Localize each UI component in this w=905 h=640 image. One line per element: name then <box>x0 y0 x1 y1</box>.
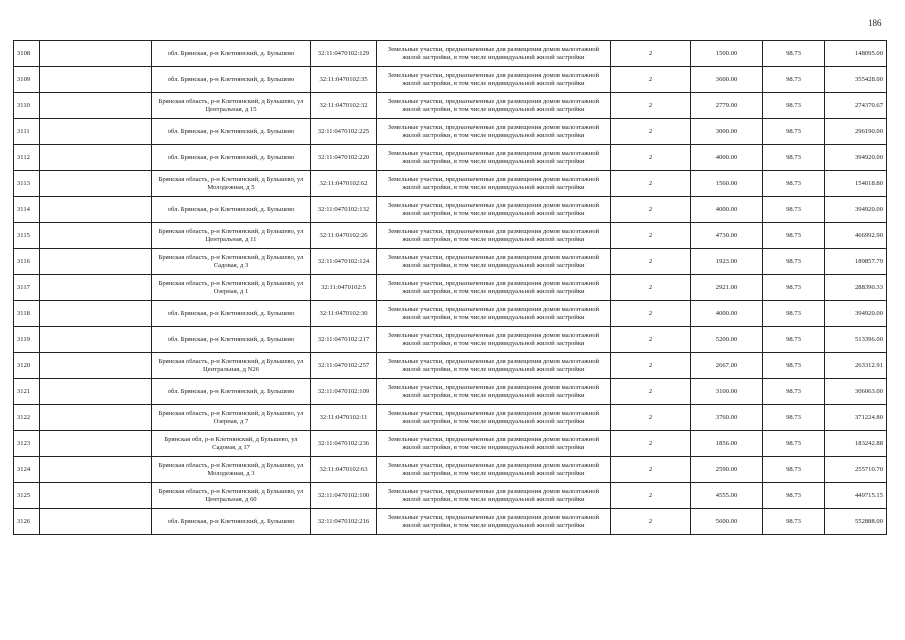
area-cell: 4730.00 <box>691 223 763 249</box>
cadastral-number-cell: 32:11:0470102:30 <box>311 301 377 327</box>
cadastral-value-cell: 513396.00 <box>825 327 887 353</box>
specific-value-cell: 98.73 <box>763 509 825 535</box>
row-number-cell: 3110 <box>14 93 40 119</box>
row-number-cell: 3125 <box>14 483 40 509</box>
category-cell: 2 <box>611 171 691 197</box>
row-number-cell: 3118 <box>14 301 40 327</box>
specific-value-cell: 98.73 <box>763 327 825 353</box>
specific-value-cell: 98.73 <box>763 379 825 405</box>
cadastral-value-cell: 296190.00 <box>825 119 887 145</box>
cadastral-value-cell: 394920.00 <box>825 197 887 223</box>
table-row <box>14 275 887 301</box>
table-row <box>14 197 887 223</box>
row-number-cell: 3123 <box>14 431 40 457</box>
address-cell: обл. Брянская, р-н Клетнянский, д. Бульшево <box>152 379 311 405</box>
land-use-cell: Земельные участки, предназначенные для размещения домов малоэтажной жилой застройки, в том числе индивидуальной жилой застройки <box>377 197 611 223</box>
address-cell: Брянская область, р-н Клетнянский, д Бульшево, ул Молодежная, д 5 <box>152 171 311 197</box>
address-cell: Брянская область, р-н Клетнянский, д Бульшево, ул Центральная, д 15 <box>152 93 311 119</box>
table-body <box>14 41 887 535</box>
land-use-cell: Земельные участки, предназначенные для размещения домов малоэтажной жилой застройки, в том числе индивидуальной жилой застройки <box>377 41 611 67</box>
empty-cell <box>40 197 152 223</box>
address-cell: Брянская область, р-н Клетнянский, д Бульшево, ул Садовая, д 3 <box>152 249 311 275</box>
cadastral-value-cell: 148095.00 <box>825 41 887 67</box>
area-cell: 2590.00 <box>691 457 763 483</box>
table-row <box>14 223 887 249</box>
category-cell: 2 <box>611 223 691 249</box>
land-use-cell: Земельные участки, предназначенные для размещения домов малоэтажной жилой застройки, в том числе индивидуальной жилой застройки <box>377 223 611 249</box>
area-cell: 5200.00 <box>691 327 763 353</box>
area-cell: 3100.00 <box>691 379 763 405</box>
category-cell: 2 <box>611 483 691 509</box>
cadastral-number-cell: 32:11:0470102:63 <box>311 457 377 483</box>
cadastral-value-cell: 394920.00 <box>825 145 887 171</box>
area-cell: 3600.00 <box>691 67 763 93</box>
area-cell: 3000.00 <box>691 119 763 145</box>
cadastral-value-cell: 255710.70 <box>825 457 887 483</box>
row-number-cell: 3113 <box>14 171 40 197</box>
table-row <box>14 405 887 431</box>
empty-cell <box>40 405 152 431</box>
specific-value-cell: 98.73 <box>763 41 825 67</box>
empty-cell <box>40 431 152 457</box>
row-number-cell: 3112 <box>14 145 40 171</box>
cadastral-value-cell: 449715.15 <box>825 483 887 509</box>
cadastral-value-cell: 394920.00 <box>825 301 887 327</box>
category-cell: 2 <box>611 379 691 405</box>
category-cell: 2 <box>611 93 691 119</box>
address-cell: Брянская область, р-н Клетнянский, д Бульшево, ул Молодежная, д 3 <box>152 457 311 483</box>
area-cell: 1856.00 <box>691 431 763 457</box>
land-use-cell: Земельные участки, предназначенные для размещения домов малоэтажной жилой застройки, в том числе индивидуальной жилой застройки <box>377 431 611 457</box>
address-cell: Брянская область, р-н Клетнянский, д Бульшево, ул Озерная, д 1 <box>152 275 311 301</box>
cadastral-value-cell: 355428.00 <box>825 67 887 93</box>
address-cell: обл. Брянская, р-н Клетнянский, д. Бульшево <box>152 327 311 353</box>
category-cell: 2 <box>611 145 691 171</box>
row-number-cell: 3121 <box>14 379 40 405</box>
row-number-cell: 3114 <box>14 197 40 223</box>
table-row <box>14 93 887 119</box>
empty-cell <box>40 67 152 93</box>
land-use-cell: Земельные участки, предназначенные для размещения домов малоэтажной жилой застройки, в том числе индивидуальной жилой застройки <box>377 405 611 431</box>
cadastral-number-cell: 32:11:0470102:236 <box>311 431 377 457</box>
table-row <box>14 379 887 405</box>
land-use-cell: Земельные участки, предназначенные для размещения домов малоэтажной жилой застройки, в том числе индивидуальной жилой застройки <box>377 483 611 509</box>
address-cell: Брянская область, р-н Клетнянский, д Бульшево, ул Центральная, д 11 <box>152 223 311 249</box>
row-number-cell: 3120 <box>14 353 40 379</box>
row-number-cell: 3122 <box>14 405 40 431</box>
empty-cell <box>40 353 152 379</box>
table-row <box>14 327 887 353</box>
category-cell: 2 <box>611 431 691 457</box>
table-row <box>14 119 887 145</box>
page-number: 186 <box>868 18 882 28</box>
land-use-cell: Земельные участки, предназначенные для размещения домов малоэтажной жилой застройки, в том числе индивидуальной жилой застройки <box>377 171 611 197</box>
cadastral-number-cell: 32:11:0470102:220 <box>311 145 377 171</box>
land-use-cell: Земельные участки, предназначенные для размещения домов малоэтажной жилой застройки, в том числе индивидуальной жилой застройки <box>377 119 611 145</box>
row-number-cell: 3109 <box>14 67 40 93</box>
area-cell: 2921.00 <box>691 275 763 301</box>
table-row <box>14 67 887 93</box>
cadastral-number-cell: 32:11:0470102:35 <box>311 67 377 93</box>
empty-cell <box>40 327 152 353</box>
specific-value-cell: 98.73 <box>763 249 825 275</box>
table-row <box>14 483 887 509</box>
category-cell: 2 <box>611 405 691 431</box>
empty-cell <box>40 41 152 67</box>
table-row <box>14 145 887 171</box>
land-use-cell: Земельные участки, предназначенные для размещения домов малоэтажной жилой застройки, в том числе индивидуальной жилой застройки <box>377 145 611 171</box>
area-cell: 5600.00 <box>691 509 763 535</box>
cadastral-value-cell: 466992.90 <box>825 223 887 249</box>
area-cell: 1500.00 <box>691 41 763 67</box>
category-cell: 2 <box>611 249 691 275</box>
specific-value-cell: 98.73 <box>763 353 825 379</box>
empty-cell <box>40 457 152 483</box>
empty-cell <box>40 119 152 145</box>
address-cell: обл. Брянская, р-н Клетнянский, д. Бульшево <box>152 301 311 327</box>
specific-value-cell: 98.73 <box>763 197 825 223</box>
empty-cell <box>40 483 152 509</box>
category-cell: 2 <box>611 301 691 327</box>
land-use-cell: Земельные участки, предназначенные для размещения домов малоэтажной жилой застройки, в том числе индивидуальной жилой застройки <box>377 301 611 327</box>
cadastral-value-cell: 288390.33 <box>825 275 887 301</box>
cadastral-number-cell: 32:11:0470102:32 <box>311 93 377 119</box>
area-cell: 2779.00 <box>691 93 763 119</box>
cadastral-value-cell: 274370.67 <box>825 93 887 119</box>
row-number-cell: 3108 <box>14 41 40 67</box>
cadastral-value-table <box>13 40 887 535</box>
specific-value-cell: 98.73 <box>763 93 825 119</box>
cadastral-value-cell: 306063.00 <box>825 379 887 405</box>
category-cell: 2 <box>611 41 691 67</box>
category-cell: 2 <box>611 67 691 93</box>
cadastral-number-cell: 32:11:0470102:132 <box>311 197 377 223</box>
area-cell: 1560.00 <box>691 171 763 197</box>
land-use-cell: Земельные участки, предназначенные для размещения домов малоэтажной жилой застройки, в том числе индивидуальной жилой застройки <box>377 275 611 301</box>
address-cell: обл. Брянская, р-н Клетнянский, д. Бульшево <box>152 145 311 171</box>
cadastral-value-cell: 154018.80 <box>825 171 887 197</box>
cadastral-number-cell: 32:11:0470102:62 <box>311 171 377 197</box>
cadastral-number-cell: 32:11:0470102:5 <box>311 275 377 301</box>
row-number-cell: 3111 <box>14 119 40 145</box>
area-cell: 1923.00 <box>691 249 763 275</box>
specific-value-cell: 98.73 <box>763 67 825 93</box>
specific-value-cell: 98.73 <box>763 301 825 327</box>
row-number-cell: 3116 <box>14 249 40 275</box>
land-use-cell: Земельные участки, предназначенные для размещения домов малоэтажной жилой застройки, в том числе индивидуальной жилой застройки <box>377 249 611 275</box>
empty-cell <box>40 145 152 171</box>
address-cell: Брянская обл, р-н Клетнянский, д Бульшево, ул Садовая, д 17 <box>152 431 311 457</box>
cadastral-number-cell: 32:11:0470102:11 <box>311 405 377 431</box>
table-row <box>14 509 887 535</box>
land-use-cell: Земельные участки, предназначенные для размещения домов малоэтажной жилой застройки, в том числе индивидуальной жилой застройки <box>377 457 611 483</box>
address-cell: Брянская область, р-н Клетнянский, д Бульшево, ул Центральная, д 60 <box>152 483 311 509</box>
cadastral-number-cell: 32:11:0470102:109 <box>311 379 377 405</box>
empty-cell <box>40 509 152 535</box>
specific-value-cell: 98.73 <box>763 119 825 145</box>
area-cell: 4000.00 <box>691 197 763 223</box>
address-cell: обл. Брянская, р-н Клетнянский, д. Бульшево <box>152 119 311 145</box>
cadastral-number-cell: 32:11:0470102:225 <box>311 119 377 145</box>
cadastral-value-cell: 371224.80 <box>825 405 887 431</box>
address-cell: Брянская область, р-н Клетнянский, д Бульшево, ул Центральная, д N26 <box>152 353 311 379</box>
specific-value-cell: 98.73 <box>763 431 825 457</box>
table-row <box>14 171 887 197</box>
land-use-cell: Земельные участки, предназначенные для размещения домов малоэтажной жилой застройки, в том числе индивидуальной жилой застройки <box>377 327 611 353</box>
land-use-cell: Земельные участки, предназначенные для размещения домов малоэтажной жилой застройки, в том числе индивидуальной жилой застройки <box>377 93 611 119</box>
table-row <box>14 41 887 67</box>
category-cell: 2 <box>611 327 691 353</box>
area-cell: 2667.00 <box>691 353 763 379</box>
category-cell: 2 <box>611 509 691 535</box>
cadastral-value-cell: 183242.88 <box>825 431 887 457</box>
land-use-cell: Земельные участки, предназначенные для размещения домов малоэтажной жилой застройки, в том числе индивидуальной жилой застройки <box>377 379 611 405</box>
empty-cell <box>40 379 152 405</box>
cadastral-number-cell: 32:11:0470102:129 <box>311 41 377 67</box>
table-row <box>14 353 887 379</box>
row-number-cell: 3124 <box>14 457 40 483</box>
row-number-cell: 3119 <box>14 327 40 353</box>
cadastral-number-cell: 32:11:0470102:217 <box>311 327 377 353</box>
specific-value-cell: 98.73 <box>763 171 825 197</box>
address-cell: обл. Брянская, р-н Клетнянский, д. Бульшево <box>152 67 311 93</box>
cadastral-value-cell: 189857.79 <box>825 249 887 275</box>
specific-value-cell: 98.73 <box>763 457 825 483</box>
empty-cell <box>40 301 152 327</box>
row-number-cell: 3115 <box>14 223 40 249</box>
empty-cell <box>40 171 152 197</box>
area-cell: 4000.00 <box>691 145 763 171</box>
empty-cell <box>40 249 152 275</box>
table-row <box>14 457 887 483</box>
cadastral-number-cell: 32:11:0470102:124 <box>311 249 377 275</box>
cadastral-number-cell: 32:11:0470102:26 <box>311 223 377 249</box>
land-use-cell: Земельные участки, предназначенные для размещения домов малоэтажной жилой застройки, в том числе индивидуальной жилой застройки <box>377 67 611 93</box>
cadastral-value-cell: 263312.91 <box>825 353 887 379</box>
cadastral-value-cell: 552888.00 <box>825 509 887 535</box>
area-cell: 4000.00 <box>691 301 763 327</box>
area-cell: 4555.00 <box>691 483 763 509</box>
empty-cell <box>40 93 152 119</box>
cadastral-number-cell: 32:11:0470102:100 <box>311 483 377 509</box>
category-cell: 2 <box>611 119 691 145</box>
category-cell: 2 <box>611 275 691 301</box>
address-cell: Брянская область, р-н Клетнянский, д Бульшево, ул Озерная, д 7 <box>152 405 311 431</box>
address-cell: обл. Брянская, р-н Клетнянский, д. Бульшево <box>152 509 311 535</box>
specific-value-cell: 98.73 <box>763 483 825 509</box>
land-use-cell: Земельные участки, предназначенные для размещения домов малоэтажной жилой застройки, в том числе индивидуальной жилой застройки <box>377 353 611 379</box>
address-cell: обл. Брянская, р-н Клетнянский, д. Бульшево <box>152 197 311 223</box>
specific-value-cell: 98.73 <box>763 145 825 171</box>
table-row <box>14 301 887 327</box>
empty-cell <box>40 275 152 301</box>
area-cell: 3760.00 <box>691 405 763 431</box>
category-cell: 2 <box>611 457 691 483</box>
category-cell: 2 <box>611 353 691 379</box>
specific-value-cell: 98.73 <box>763 223 825 249</box>
empty-cell <box>40 223 152 249</box>
category-cell: 2 <box>611 197 691 223</box>
table-row <box>14 249 887 275</box>
table-row <box>14 431 887 457</box>
specific-value-cell: 98.73 <box>763 405 825 431</box>
cadastral-number-cell: 32:11:0470102:257 <box>311 353 377 379</box>
specific-value-cell: 98.73 <box>763 275 825 301</box>
cadastral-number-cell: 32:11:0470102:216 <box>311 509 377 535</box>
row-number-cell: 3126 <box>14 509 40 535</box>
row-number-cell: 3117 <box>14 275 40 301</box>
address-cell: обл. Брянская, р-н Клетнянский, д. Бульшево <box>152 41 311 67</box>
land-use-cell: Земельные участки, предназначенные для размещения домов малоэтажной жилой застройки, в том числе индивидуальной жилой застройки <box>377 509 611 535</box>
